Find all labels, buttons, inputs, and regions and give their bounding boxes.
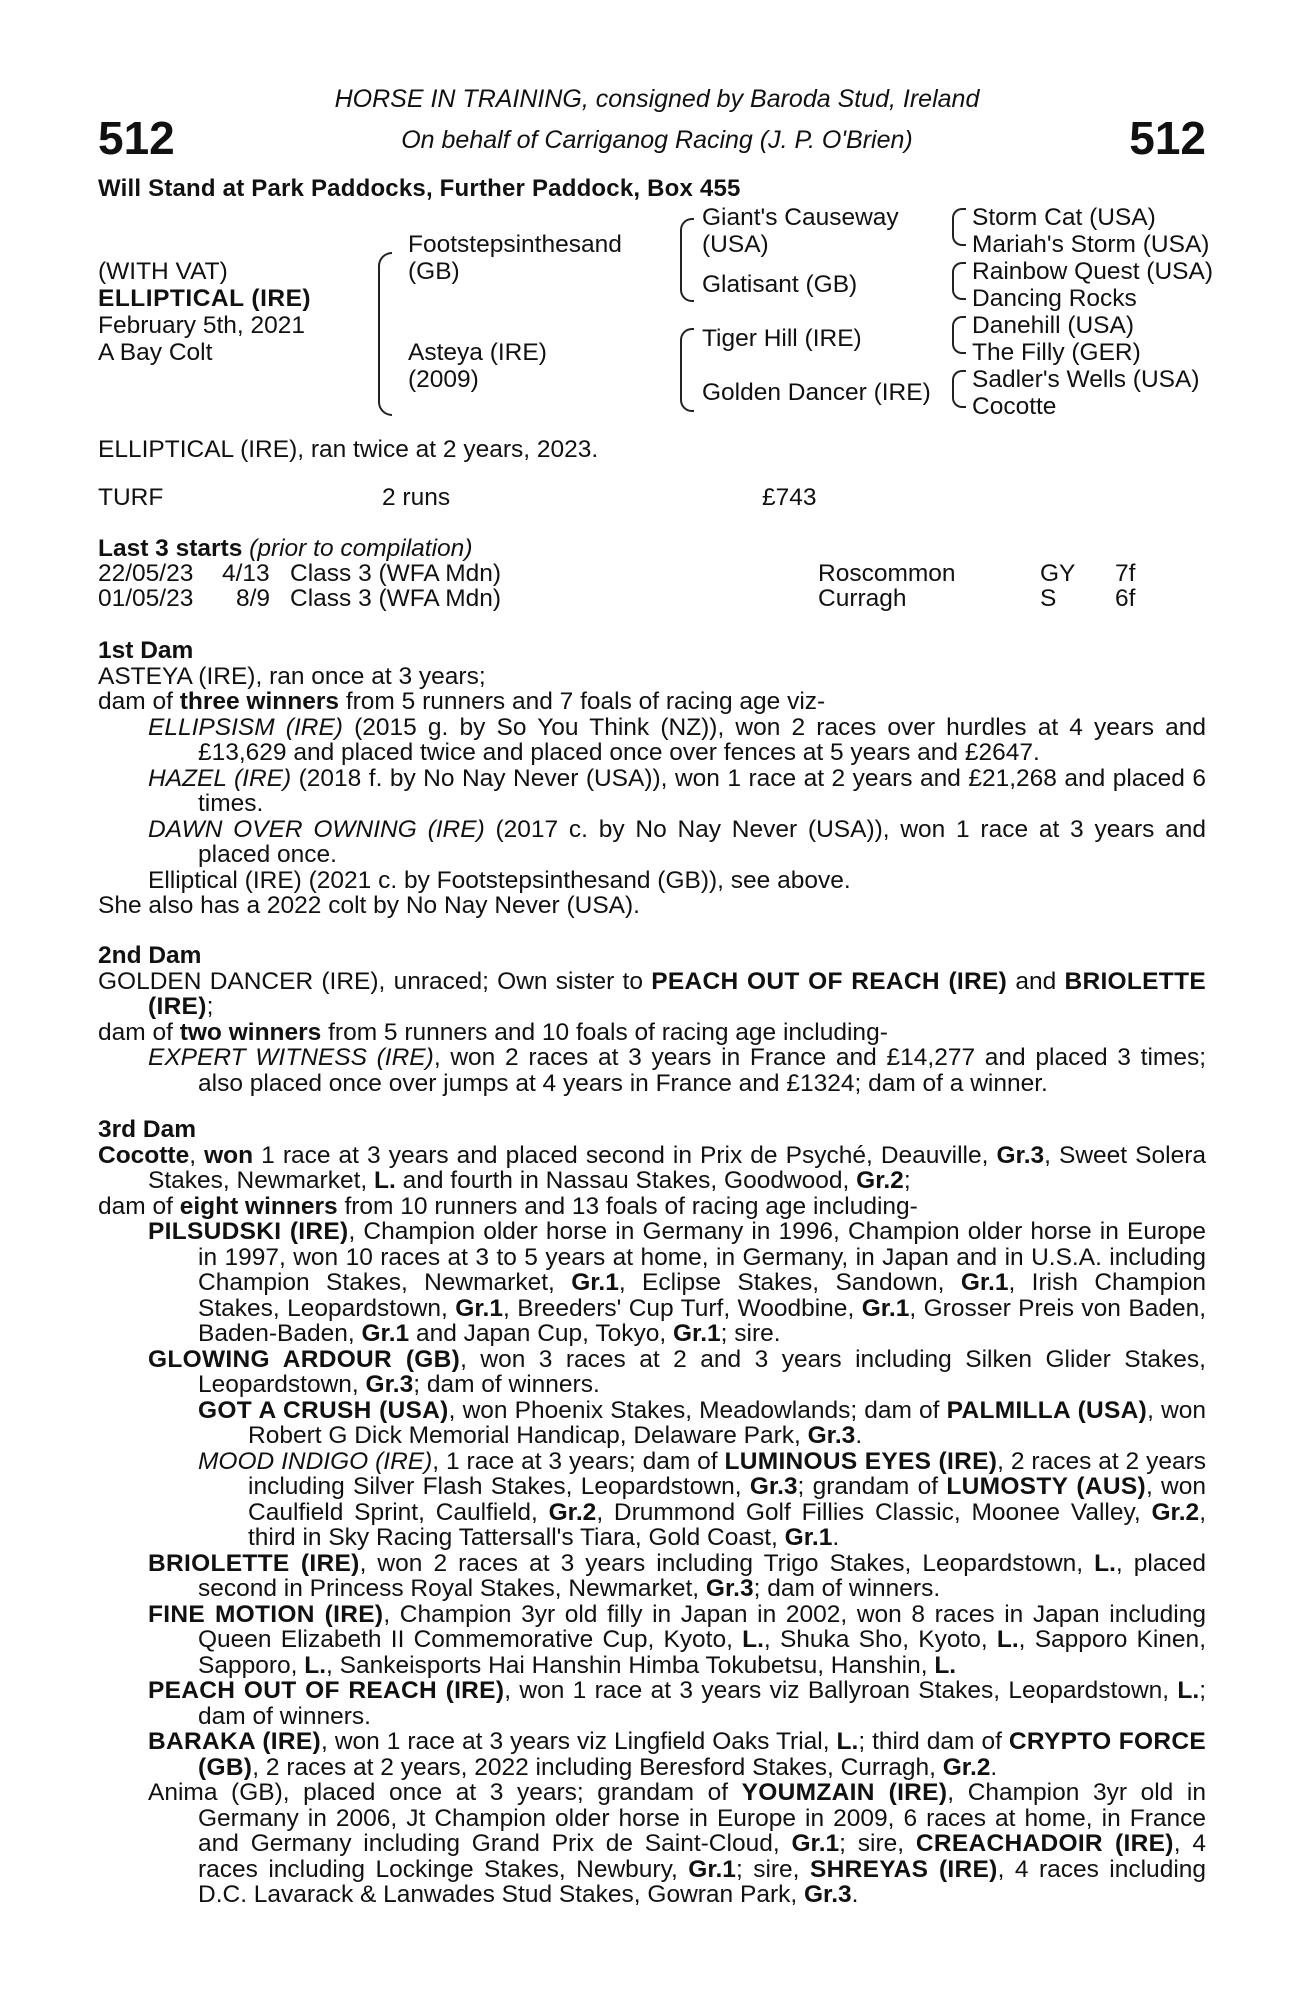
dsd-name: The Filly (GER)	[972, 339, 1141, 366]
pedigree-brace-gen1	[378, 252, 392, 416]
progeny-got-a-crush: GOT A CRUSH (USA), won Phoenix Stakes, Meadowlands; dam of PALMILLA (USA), won Robert G Dick Memorial Handicap, Delaware Park, Gr.3.	[198, 1396, 1207, 1449]
progeny-peach-out-of-reach: PEACH OUT OF REACH (IRE), won 1 race at 3 years viz Ballyroan Stakes, Leopardstown, L.; dam of winners.	[148, 1677, 1206, 1730]
first-dam-title: 1st Dam	[98, 637, 194, 664]
first-dam-line2: dam of three winners from 5 runners and 7 foals of racing age viz-	[98, 688, 826, 715]
progeny-mood-indigo: MOOD INDIGO (IRE), 1 race at 3 years; dam of LUMINOUS EYES (IRE), 2 races at 2 years including Silver Flash Stakes, Leopardstown, Gr.3; grandam of LUMOSTY (AUS), won Caulfield Sprint, Caulfield, Gr.2, Drummond Golf Fillies Classic, Moonee Valley, Gr.2, third in Sky Racing Tattersall's Tiara, Gold Coast, Gr.1.	[198, 1447, 1206, 1551]
pedigree-brace-sire	[680, 218, 694, 302]
second-dam-line1: GOLDEN DANCER (IRE), unraced; Own sister to PEACH OUT OF REACH (IRE) and BRIOLETTE (IRE);	[98, 967, 1206, 1020]
start-distance: 7f	[1115, 560, 1136, 587]
pedigree-brace-ss	[952, 208, 966, 246]
turf-runs: 2 runs	[382, 484, 451, 511]
start-distance: 6f	[1115, 585, 1136, 612]
start-class: Class 3 (WFA Mdn)	[290, 585, 502, 612]
last-starts-title: Last 3 starts	[98, 535, 243, 562]
first-dam-line1: ASTEYA (IRE), ran once at 3 years;	[98, 662, 486, 690]
turf-label: TURF	[98, 484, 164, 511]
on-behalf-line: On behalf of Carriganog Racing (J. P. O'Brien)	[401, 126, 913, 154]
third-dam-title: 3rd Dam	[98, 1116, 197, 1143]
pedigree-brace-sd	[952, 262, 966, 300]
first-dam-note: She also has a 2022 colt by No Nay Never (USA).	[98, 892, 640, 919]
lot-number-right: 512	[1129, 112, 1206, 164]
race-summary: ELLIPTICAL (IRE), ran twice at 2 years, 2023.	[98, 436, 599, 463]
start-position: 4/13	[222, 560, 270, 587]
start-position: 8/9	[236, 585, 271, 612]
start-course: Roscommon	[818, 560, 956, 587]
first-dam-section	[98, 638, 1206, 919]
start-going: S	[1040, 585, 1057, 612]
lot-number-left: 512	[98, 112, 175, 164]
progeny-baraka: BARAKA (IRE), won 1 race at 3 years viz Lingfield Oaks Trial, L.; third dam of CRYPTO FORCE (GB), 2 races at 2 years, 2022 including Beresford Stakes, Curragh, Gr.2.	[148, 1728, 1206, 1781]
second-dam-line2: dam of two winners from 5 runners and 10 foals of racing age including-	[98, 1018, 888, 1046]
sdd-name: Dancing Rocks	[972, 285, 1137, 312]
progeny-expert-witness: EXPERT WITNESS (IRE), won 2 races at 3 years in France and £14,277 and placed 3 times; also placed once over jumps at 4 years in France and £1324; dam of a winner.	[148, 1044, 1207, 1097]
third-dam-section	[98, 1117, 1206, 1908]
progeny-glowing-ardour: GLOWING ARDOUR (GB), won 3 races at 2 and 3 years including Silken Glider Stakes, Leopardstown, Gr.3; dam of winners.	[148, 1345, 1206, 1398]
dam-dam: Golden Dancer (IRE)	[702, 379, 931, 406]
pedigree-brace-ds	[952, 316, 966, 354]
second-dam-title: 2nd Dam	[98, 942, 202, 969]
start-class: Class 3 (WFA Mdn)	[290, 560, 502, 587]
sire-sire-origin: (USA)	[702, 231, 769, 258]
vat-label: (WITH VAT)	[98, 258, 228, 285]
sire-dam: Glatisant (GB)	[702, 271, 858, 298]
progeny-pilsudski: PILSUDSKI (IRE), Champion older horse in Germany in 1996, Champion older horse in Europe in 1997, won 10 races at 3 to 5 years at home, in Germany, in Japan and in U.S.A. including Champion Stakes, Newmarket, Gr.1, Eclipse Stakes, Sandown, Gr.1, Irish Champion Stakes, Leopardstown, Gr.1, Breeders' Cup Turf, Woodbine, Gr.1, Grosser Preis von Baden, Baden-Baden, Gr.1 and Japan Cup, Tokyo, Gr.1; sire.	[148, 1218, 1207, 1347]
ddd-name: Cocotte	[972, 393, 1057, 420]
start-date: 01/05/23	[98, 585, 194, 612]
sire-name: Footstepsinthesand	[408, 231, 622, 258]
horse-description: A Bay Colt	[98, 339, 213, 366]
dam-year: (2009)	[408, 366, 479, 393]
sire-sire: Giant's Causeway	[702, 204, 899, 231]
start-course: Curragh	[818, 585, 907, 612]
second-dam-section	[98, 943, 1206, 1096]
pedigree-brace-dam	[680, 328, 694, 412]
dss-name: Danehill (USA)	[972, 312, 1135, 339]
sire-origin: (GB)	[408, 258, 460, 285]
ssd-name: Mariah's Storm (USA)	[972, 231, 1210, 258]
sds-name: Rainbow Quest (USA)	[972, 258, 1214, 285]
third-dam-line1: Cocotte, won 1 race at 3 years and placed second in Prix de Psyché, Deauville, Gr.3, Sweet Solera Stakes, Newmarket, L. and fourth in Nassau Stakes, Goodwood, Gr.2;	[98, 1141, 1206, 1194]
last-starts-heading	[98, 536, 472, 562]
dam-sire: Tiger Hill (IRE)	[702, 325, 862, 352]
third-dam-line2: dam of eight winners from 10 runners and 13 foals of racing age including-	[98, 1192, 918, 1220]
consignor-line: HORSE IN TRAINING, consigned by Baroda Stud, Ireland	[334, 85, 980, 113]
progeny-dawn-over-owning: DAWN OVER OWNING (IRE) (2017 c. by No Nay Never (USA)), won 1 race at 3 years and placed once.	[148, 815, 1206, 868]
progeny-elliptical: Elliptical (IRE) (2021 c. by Footstepsinthesand (GB)), see above.	[148, 866, 851, 894]
horse-dob: February 5th, 2021	[98, 312, 306, 339]
progeny-fine-motion: FINE MOTION (IRE), Champion 3yr old filly in Japan in 2002, won 8 races in Japan including Queen Elizabeth II Commemorative Cup, Kyoto, L., Shuka Sho, Kyoto, L., Sapporo Kinen, Sapporo, L., Sankeisports Hai Hanshin Himba Tokubetsu, Hanshin, L.	[148, 1600, 1206, 1679]
horse-name: ELLIPTICAL (IRE)	[98, 285, 312, 312]
progeny-anima: Anima (GB), placed once at 3 years; grandam of YOUMZAIN (IRE), Champion 3yr old in Germany in 2006, Jt Champion older horse in Europe in 2009, 6 races at home, in France and Germany including Grand Prix de Saint-Cloud, Gr.1; sire, CREACHADOIR (IRE), 4 races including Lockinge Stakes, Newbury, Gr.1; sire, SHREYAS (IRE), 4 races including D.C. Lavarack & Lanwades Stud Stakes, Gowran Park, Gr.3.	[148, 1779, 1207, 1908]
start-going: GY	[1040, 560, 1076, 587]
pedigree-brace-dd	[952, 370, 966, 408]
start-date: 22/05/23	[98, 560, 194, 587]
progeny-ellipsism: ELLIPSISM (IRE) (2015 g. by So You Think (NZ)), won 2 races over hurdles at 4 years and £13,629 and placed twice and placed once over fences at 5 years and £2647.	[148, 713, 1206, 766]
dam-name: Asteya (IRE)	[408, 339, 547, 366]
turf-prize: £743	[762, 484, 817, 511]
dds-name: Sadler's Wells (USA)	[972, 366, 1200, 393]
last-starts-subtitle: (prior to compilation)	[249, 535, 473, 562]
progeny-briolette: BRIOLETTE (IRE), won 2 races at 3 years including Trigo Stakes, Leopardstown, L., placed second in Princess Royal Stakes, Newmarket, Gr.3; dam of winners.	[148, 1549, 1206, 1602]
sss-name: Storm Cat (USA)	[972, 204, 1156, 231]
progeny-hazel: HAZEL (IRE) (2018 f. by No Nay Never (USA)), won 1 race at 2 years and £21,268 and placed 6 times.	[148, 764, 1206, 817]
stand-location: Will Stand at Park Paddocks, Further Paddock, Box 455	[98, 175, 741, 202]
